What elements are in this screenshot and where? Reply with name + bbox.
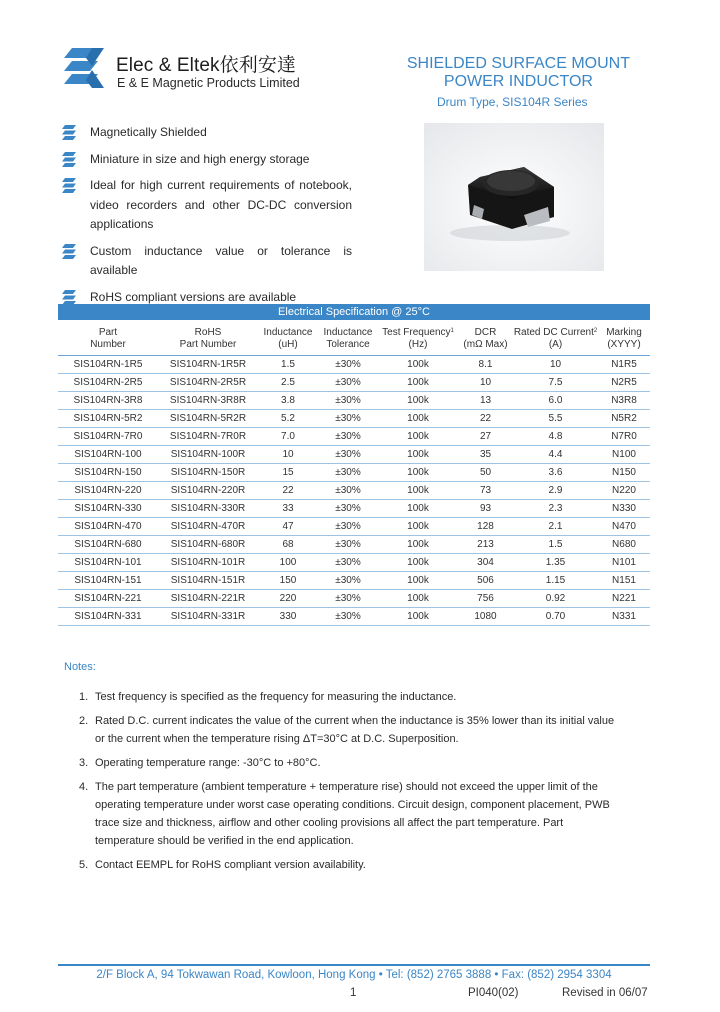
- cell-dcr: 93: [458, 500, 513, 518]
- cell-rated-current: 3.6: [513, 464, 598, 482]
- cell-rohs-part-number: SIS104RN-220R: [158, 482, 258, 500]
- note-text: Contact EEMPL for RoHS compliant version availability.: [95, 859, 366, 871]
- col-dcr: DCR (mΩ Max): [458, 322, 513, 356]
- cell-tolerance: ±30%: [318, 428, 378, 446]
- cell-dcr: 35: [458, 446, 513, 464]
- table-row: [58, 536, 650, 554]
- cell-rated-current: 2.3: [513, 500, 598, 518]
- table-row: [58, 482, 650, 500]
- cell-dcr: 213: [458, 536, 513, 554]
- cell-test-frequency: 100k: [378, 500, 458, 518]
- bullet-logo-icon: [62, 178, 78, 193]
- table-row: [58, 554, 650, 572]
- cell-inductance: 33: [258, 500, 318, 518]
- col-rohs-part-number: RoHS Part Number: [158, 322, 258, 356]
- col-rated-current: Rated DC Current$^2$ (A): [513, 322, 598, 356]
- cell-marking: N330: [598, 500, 650, 518]
- cell-marking: N331: [598, 608, 650, 626]
- cell-dcr: 506: [458, 572, 513, 590]
- cell-part-number: SIS104RN-100: [58, 446, 158, 464]
- table-row: [58, 464, 650, 482]
- feature-item: [62, 123, 352, 143]
- cell-part-number: SIS104RN-150: [58, 464, 158, 482]
- cell-inductance: 22: [258, 482, 318, 500]
- cell-part-number: SIS104RN-2R5: [58, 374, 158, 392]
- cell-marking: N220: [598, 482, 650, 500]
- cell-inductance: 47: [258, 518, 318, 536]
- cell-inductance: 1.5: [258, 356, 318, 374]
- cell-inductance: 330: [258, 608, 318, 626]
- spec-table-header: Electrical Specification @ 25°C: [58, 304, 650, 320]
- company-subtitle: E & E Magnetic Products Limited: [117, 76, 300, 90]
- page-number: 1: [350, 987, 357, 999]
- cell-tolerance: ±30%: [318, 446, 378, 464]
- cell-test-frequency: 100k: [378, 608, 458, 626]
- table-row: [58, 428, 650, 446]
- cell-part-number: SIS104RN-3R8: [58, 392, 158, 410]
- cell-tolerance: ±30%: [318, 374, 378, 392]
- cell-rohs-part-number: SIS104RN-7R0R: [158, 428, 258, 446]
- cell-inductance: 10: [258, 446, 318, 464]
- cell-part-number: SIS104RN-101: [58, 554, 158, 572]
- cell-part-number: SIS104RN-1R5: [58, 356, 158, 374]
- cell-test-frequency: 100k: [378, 518, 458, 536]
- company-logo: [62, 46, 108, 90]
- feature-item: [62, 242, 352, 281]
- cell-test-frequency: 100k: [378, 356, 458, 374]
- cell-dcr: 27: [458, 428, 513, 446]
- cell-test-frequency: 100k: [378, 446, 458, 464]
- bullet-logo-icon: [62, 152, 78, 167]
- cell-inductance: 68: [258, 536, 318, 554]
- footer-divider: [58, 964, 650, 966]
- cell-rohs-part-number: SIS104RN-2R5R: [158, 374, 258, 392]
- cell-rated-current: 1.5: [513, 536, 598, 554]
- cell-tolerance: ±30%: [318, 482, 378, 500]
- table-row: [58, 374, 650, 392]
- cell-marking: N100: [598, 446, 650, 464]
- cell-test-frequency: 100k: [378, 392, 458, 410]
- cell-marking: N151: [598, 572, 650, 590]
- cell-part-number: SIS104RN-151: [58, 572, 158, 590]
- cell-test-frequency: 100k: [378, 428, 458, 446]
- cell-inductance: 220: [258, 590, 318, 608]
- note-number: 5.: [79, 859, 89, 871]
- cell-rohs-part-number: SIS104RN-680R: [158, 536, 258, 554]
- cell-rated-current: 1.15: [513, 572, 598, 590]
- cell-tolerance: ±30%: [318, 608, 378, 626]
- note-item: [79, 712, 619, 748]
- feature-item: [62, 150, 352, 170]
- table-row: [58, 356, 650, 374]
- cell-part-number: SIS104RN-221: [58, 590, 158, 608]
- feature-list: [62, 123, 352, 314]
- table-row: [58, 518, 650, 536]
- cell-inductance: 7.0: [258, 428, 318, 446]
- cell-rohs-part-number: SIS104RN-470R: [158, 518, 258, 536]
- cell-rated-current: 5.5: [513, 410, 598, 428]
- cell-part-number: SIS104RN-331: [58, 608, 158, 626]
- cell-tolerance: ±30%: [318, 500, 378, 518]
- cell-dcr: 1080: [458, 608, 513, 626]
- title-line-2: POWER INDUCTOR: [443, 73, 593, 90]
- cell-test-frequency: 100k: [378, 590, 458, 608]
- cell-rated-current: 1.35: [513, 554, 598, 572]
- col-inductance: Inductance (uH): [258, 322, 318, 356]
- cell-part-number: SIS104RN-7R0: [58, 428, 158, 446]
- cell-tolerance: ±30%: [318, 554, 378, 572]
- cell-rohs-part-number: SIS104RN-101R: [158, 554, 258, 572]
- product-photo: [424, 123, 604, 271]
- cell-dcr: 73: [458, 482, 513, 500]
- cell-rohs-part-number: SIS104RN-100R: [158, 446, 258, 464]
- col-tolerance: Inductance Tolerance: [318, 322, 378, 356]
- table-row: [58, 590, 650, 608]
- cell-tolerance: ±30%: [318, 536, 378, 554]
- cell-rohs-part-number: SIS104RN-5R2R: [158, 410, 258, 428]
- cell-tolerance: ±30%: [318, 464, 378, 482]
- cell-test-frequency: 100k: [378, 374, 458, 392]
- cell-marking: N7R0: [598, 428, 650, 446]
- title-line-1: SHIELDED SURFACE MOUNT: [406, 55, 630, 72]
- table-row: [58, 392, 650, 410]
- feature-text: Magnetically Shielded: [90, 125, 207, 139]
- cell-test-frequency: 100k: [378, 572, 458, 590]
- cell-inductance: 2.5: [258, 374, 318, 392]
- cell-marking: N680: [598, 536, 650, 554]
- cell-rohs-part-number: SIS104RN-150R: [158, 464, 258, 482]
- cell-test-frequency: 100k: [378, 410, 458, 428]
- cell-inductance: 150: [258, 572, 318, 590]
- cell-rohs-part-number: SIS104RN-3R8R: [158, 392, 258, 410]
- document-subtitle: Drum Type, SIS104R Series: [437, 95, 588, 109]
- feature-text: Ideal for high current requirements of notebook, video recorders and other DC-DC conversion applications: [90, 178, 352, 231]
- cell-part-number: SIS104RN-5R2: [58, 410, 158, 428]
- note-text: The part temperature (ambient temperature + temperature rise) should not exceed the upper limit of the operating temperature under worst case operating conditions. Circuit design, component placement, PWB trace size and thickness, airflow and other cooling provisions all affect the part temperature. Part temperature should be verified in the end application.: [95, 781, 610, 847]
- cell-marking: N3R8: [598, 392, 650, 410]
- cell-dcr: 8.1: [458, 356, 513, 374]
- footer-address: 2/F Block A, 94 Tokwawan Road, Kowloon, Hong Kong • Tel: (852) 2765 3888 • Fax: (852) 2954 3304: [96, 969, 612, 981]
- cell-tolerance: ±30%: [318, 590, 378, 608]
- cell-dcr: 50: [458, 464, 513, 482]
- cell-marking: N150: [598, 464, 650, 482]
- table-row: [58, 608, 650, 626]
- cell-rohs-part-number: SIS104RN-151R: [158, 572, 258, 590]
- cell-rated-current: 0.92: [513, 590, 598, 608]
- cell-rated-current: 7.5: [513, 374, 598, 392]
- cell-marking: N221: [598, 590, 650, 608]
- table-row: [58, 446, 650, 464]
- table-row: [58, 410, 650, 428]
- note-item: [79, 856, 619, 874]
- note-number: 1.: [79, 691, 89, 703]
- cell-marking: N2R5: [598, 374, 650, 392]
- cell-dcr: 13: [458, 392, 513, 410]
- note-text: Rated D.C. current indicates the value of the current when the inductance is 35% lower than its initial value or the current when the temperature rising ΔT=30°C at D.C. Superposition.: [95, 715, 615, 745]
- bullet-logo-icon: [62, 244, 78, 259]
- cell-rohs-part-number: SIS104RN-330R: [158, 500, 258, 518]
- cell-rated-current: 2.9: [513, 482, 598, 500]
- cell-tolerance: ±30%: [318, 356, 378, 374]
- feature-item: [62, 176, 352, 235]
- cell-dcr: 756: [458, 590, 513, 608]
- cell-part-number: SIS104RN-470: [58, 518, 158, 536]
- cell-rohs-part-number: SIS104RN-1R5R: [158, 356, 258, 374]
- bullet-logo-icon: [62, 125, 78, 140]
- cell-tolerance: ±30%: [318, 518, 378, 536]
- note-text: Operating temperature range: -30°C to +80°C.: [95, 757, 321, 769]
- cell-tolerance: ±30%: [318, 392, 378, 410]
- cell-dcr: 10: [458, 374, 513, 392]
- spec-table-header-row: [58, 322, 650, 356]
- cell-inductance: 15: [258, 464, 318, 482]
- cell-rohs-part-number: SIS104RN-221R: [158, 590, 258, 608]
- cell-rated-current: 10: [513, 356, 598, 374]
- cell-rohs-part-number: SIS104RN-331R: [158, 608, 258, 626]
- cell-part-number: SIS104RN-330: [58, 500, 158, 518]
- feature-text: Miniature in size and high energy storage: [90, 151, 310, 166]
- cell-rated-current: 4.8: [513, 428, 598, 446]
- document-title: [407, 55, 630, 91]
- note-item: [79, 754, 619, 772]
- note-item: [79, 778, 619, 850]
- cell-marking: N101: [598, 554, 650, 572]
- feature-text: Custom inductance value or tolerance is available: [90, 243, 352, 277]
- cell-inductance: 5.2: [258, 410, 318, 428]
- cell-part-number: SIS104RN-220: [58, 482, 158, 500]
- cell-test-frequency: 100k: [378, 482, 458, 500]
- cell-inductance: 3.8: [258, 392, 318, 410]
- col-part-number: Part Number: [58, 322, 158, 356]
- note-number: 4.: [79, 781, 89, 793]
- note-item: [79, 688, 619, 706]
- note-number: 2.: [79, 715, 89, 727]
- cell-rated-current: 4.4: [513, 446, 598, 464]
- note-number: 3.: [79, 757, 89, 769]
- notes-title: Notes:: [64, 661, 96, 673]
- table-row: [58, 500, 650, 518]
- table-row: [58, 572, 650, 590]
- cell-test-frequency: 100k: [378, 536, 458, 554]
- document-code: PI040(02): [468, 987, 519, 999]
- notes-list: [79, 688, 619, 880]
- col-test-frequency: Test Frequency$^1$ (Hz): [378, 322, 458, 356]
- cell-tolerance: ±30%: [318, 410, 378, 428]
- revision-date: Revised in 06/07: [562, 987, 648, 999]
- bullet-logo-icon: [62, 290, 78, 305]
- cell-dcr: 128: [458, 518, 513, 536]
- cell-marking: N5R2: [598, 410, 650, 428]
- col-marking: Marking (XYYY): [598, 322, 650, 356]
- cell-inductance: 100: [258, 554, 318, 572]
- feature-text: RoHS compliant versions are available: [90, 289, 297, 304]
- cell-rated-current: 0.70: [513, 608, 598, 626]
- spec-table: [58, 322, 650, 626]
- cell-rated-current: 2.1: [513, 518, 598, 536]
- cell-part-number: SIS104RN-680: [58, 536, 158, 554]
- cell-test-frequency: 100k: [378, 464, 458, 482]
- cell-marking: N470: [598, 518, 650, 536]
- cell-dcr: 22: [458, 410, 513, 428]
- note-text: Test frequency is specified as the frequency for measuring the inductance.: [95, 691, 457, 703]
- cell-test-frequency: 100k: [378, 554, 458, 572]
- cell-dcr: 304: [458, 554, 513, 572]
- cell-tolerance: ±30%: [318, 572, 378, 590]
- company-name: Elec & Eltek依利安達: [116, 55, 297, 76]
- cell-marking: N1R5: [598, 356, 650, 374]
- cell-rated-current: 6.0: [513, 392, 598, 410]
